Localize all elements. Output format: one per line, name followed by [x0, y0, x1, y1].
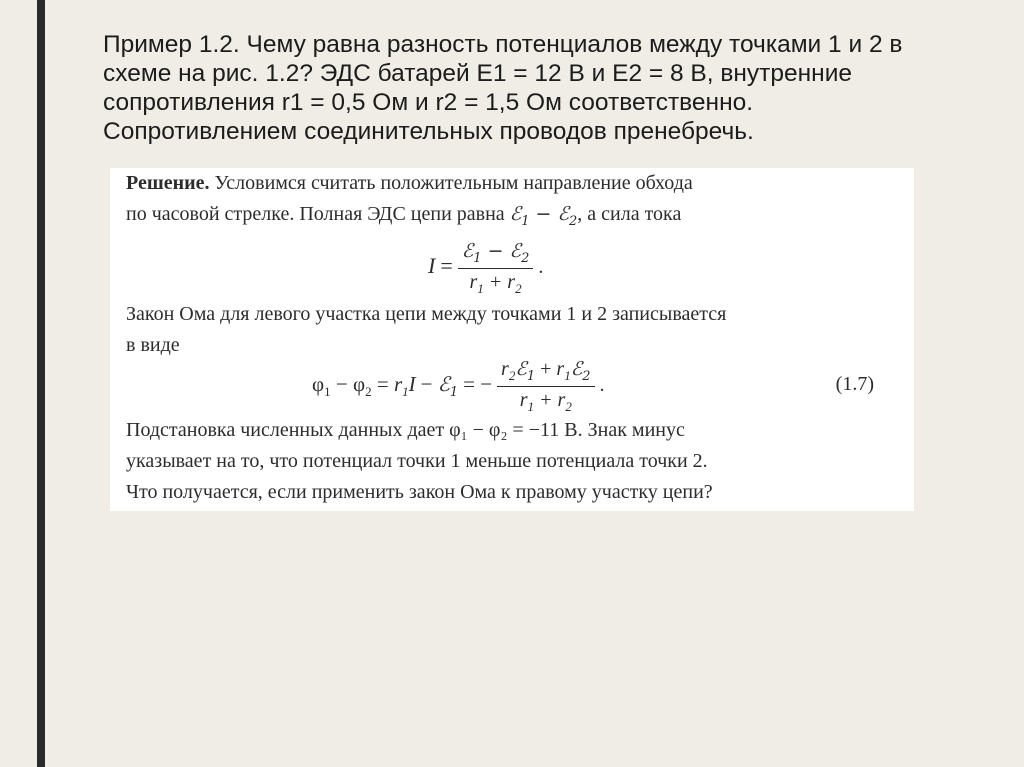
solution-line-2: [126, 203, 681, 229]
solution-line-7: Что получается, если применить закон Ома к правому участку цепи?: [126, 481, 713, 503]
solution-line-6: указывает на то, что потенциал точки 1 меньше потенциала точки 2.: [126, 450, 708, 472]
solution-line-4: в виде: [126, 334, 180, 356]
problem-line-1: Пример 1.2. Чему равна разность потенциалов между точками 1 и 2 в: [103, 31, 903, 58]
ohm-fraction: $\frac{r_2ℰ_1 + r_1ℰ_2}{r_1 + r_2}$: [497, 358, 594, 415]
problem-line-3: сопротивления r1 = 0,5 Ом и r2 = 1,5 Ом соответственно.: [103, 89, 754, 116]
solution-line-2-text: по часовой стрелке. Полная ЭДС цепи равна: [126, 203, 510, 225]
solution-image: [110, 168, 914, 511]
solution-line-1: [126, 172, 693, 195]
solution-heading: Решение.: [126, 172, 210, 194]
solution-line-3: Закон Ома для левого участка цепи между точками 1 и 2 записывается: [126, 303, 727, 325]
solution-line-2-tail: , а сила тока: [577, 203, 682, 225]
left-accent-bar: [37, 0, 45, 767]
problem-line-4: Сопротивлением соединительных проводов пренебречь.: [103, 118, 754, 145]
formula-current: I = $\frac{ℰ_1 - ℰ_2}{r_1 + r_2}$ .: [428, 240, 544, 296]
emf-difference: ℰ$_1$ − ℰ$_2$: [509, 203, 578, 229]
current-fraction: $\frac{ℰ_1 - ℰ_2}{r_1 + r_2}$: [458, 240, 534, 297]
equation-number: (1.7): [835, 373, 874, 395]
problem-line-2: схеме на рис. 1.2? ЭДС батарей Е1 = 12 В и Е2 = 8 В, внутренние: [103, 60, 853, 87]
problem-statement: [103, 30, 983, 146]
formula-ohm-law: $\varphi_1 - \varphi_2 = r_1I$ − ℰ$_1$ = − $\frac{r_2ℰ_1 + r_1ℰ_2}{r_1 + r_2}$ .: [312, 358, 605, 414]
solution-line-5: Подстановка численных данных дает φ₁ − φ₂ = −11 В. Знак минус: [126, 419, 685, 441]
solution-line-1-text: Условимся считать положительным направление обхода: [209, 172, 693, 194]
